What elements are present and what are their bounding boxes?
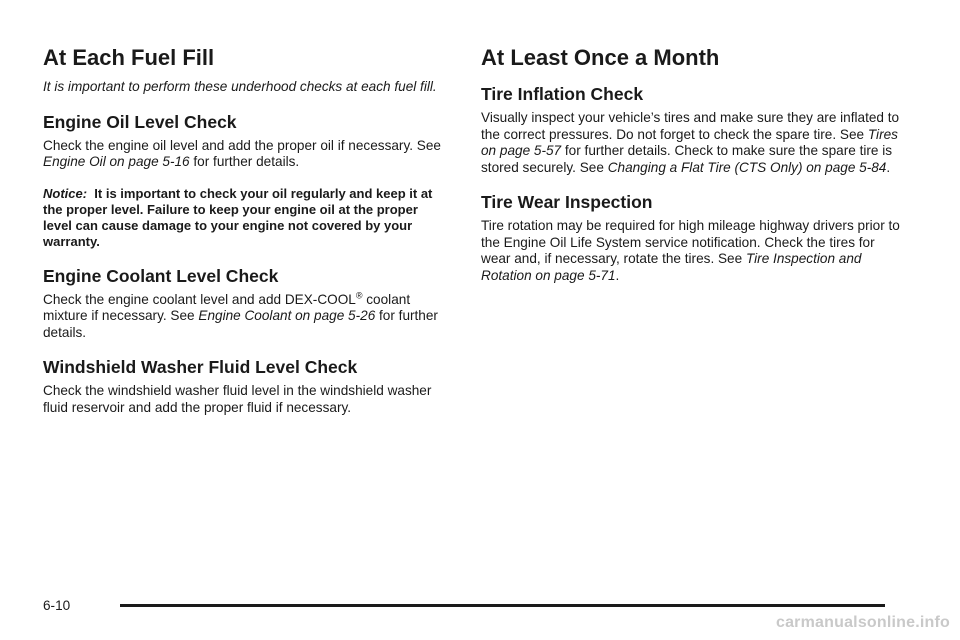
section-title-once-a-month: At Least Once a Month xyxy=(481,45,720,70)
coolant-text-end: for further details. xyxy=(43,308,438,340)
washer-fluid-heading: Windshield Washer Fluid Level Check xyxy=(43,357,358,377)
tire-rotation-reference[interactable]: Tire Inspection and Rotation on page 5-71 xyxy=(481,251,862,283)
wear-text-end: . xyxy=(615,267,620,283)
tire-inflation-text xyxy=(481,110,901,176)
washer-fluid-section xyxy=(43,356,443,416)
engine-oil-reference[interactable]: Engine Oil on page 5-16 xyxy=(43,154,190,169)
wear-text-part: Tire rotation may be required for high mileage highway drivers prior to the Engine Oil Life System service notification. Check the tires for wear and, if necessary, rotate the tires. See xyxy=(481,218,900,266)
coolant-text-part: Check the engine coolant level and add DEX-COOL xyxy=(43,291,356,307)
washer-fluid-text: Check the windshield washer fluid level in the windshield washer fluid reservoir and add the proper fluid if necessary. xyxy=(43,383,432,415)
footer-rule xyxy=(120,604,885,607)
registered-mark: ® xyxy=(355,289,363,300)
notice-label: Notice: xyxy=(43,185,88,201)
engine-coolant-reference[interactable]: Engine Coolant on page 5-26 xyxy=(198,308,376,323)
inflation-text-mid: for further details. Check to make sure the spare tire is stored securely. See xyxy=(481,143,893,175)
section-title-fuel-fill: At Each Fuel Fill xyxy=(43,45,215,70)
inflation-text-end: . xyxy=(886,159,891,175)
left-column xyxy=(43,44,443,431)
coolant-text-mid: coolant mixture if necessary. See xyxy=(43,291,411,323)
tires-reference[interactable]: Tires on page 5-57 xyxy=(481,126,898,158)
flat-tire-reference[interactable]: Changing a Flat Tire (CTS Only) on page 5-84 xyxy=(607,159,887,175)
tire-wear-section xyxy=(481,191,901,284)
right-column xyxy=(481,44,901,299)
intro-text: It is important to perform these underhood checks at each fuel fill. xyxy=(43,79,437,94)
page-number: 6-10 xyxy=(43,598,71,613)
tire-wear-heading: Tire Wear Inspection xyxy=(481,192,653,212)
engine-oil-text-end: for further details. xyxy=(189,154,300,169)
engine-coolant-section xyxy=(43,265,443,342)
engine-oil-text-part: Check the engine oil level and add the proper oil if necessary. See xyxy=(43,137,441,153)
engine-oil-text xyxy=(43,138,443,171)
engine-coolant-text xyxy=(43,289,443,342)
oil-notice xyxy=(43,186,443,250)
watermark: carmanualsonline.info xyxy=(775,614,950,631)
inflation-text-part: Visually inspect your vehicle’s tires and make sure they are inflated to the correct pressures. Do not forget to check the spare tire. See xyxy=(481,110,900,142)
tire-wear-text xyxy=(481,218,901,284)
tire-inflation-heading: Tire Inflation Check xyxy=(481,84,644,104)
engine-coolant-heading: Engine Coolant Level Check xyxy=(43,265,279,286)
notice-text: It is important to check your oil regularly and keep it at the proper level. Failure to keep your engine oil at the proper level can cause damage to your engine not covered by your warranty. xyxy=(43,185,433,249)
engine-oil-heading: Engine Oil Level Check xyxy=(43,111,237,132)
engine-oil-section xyxy=(43,111,443,171)
tire-inflation-section xyxy=(481,83,901,176)
